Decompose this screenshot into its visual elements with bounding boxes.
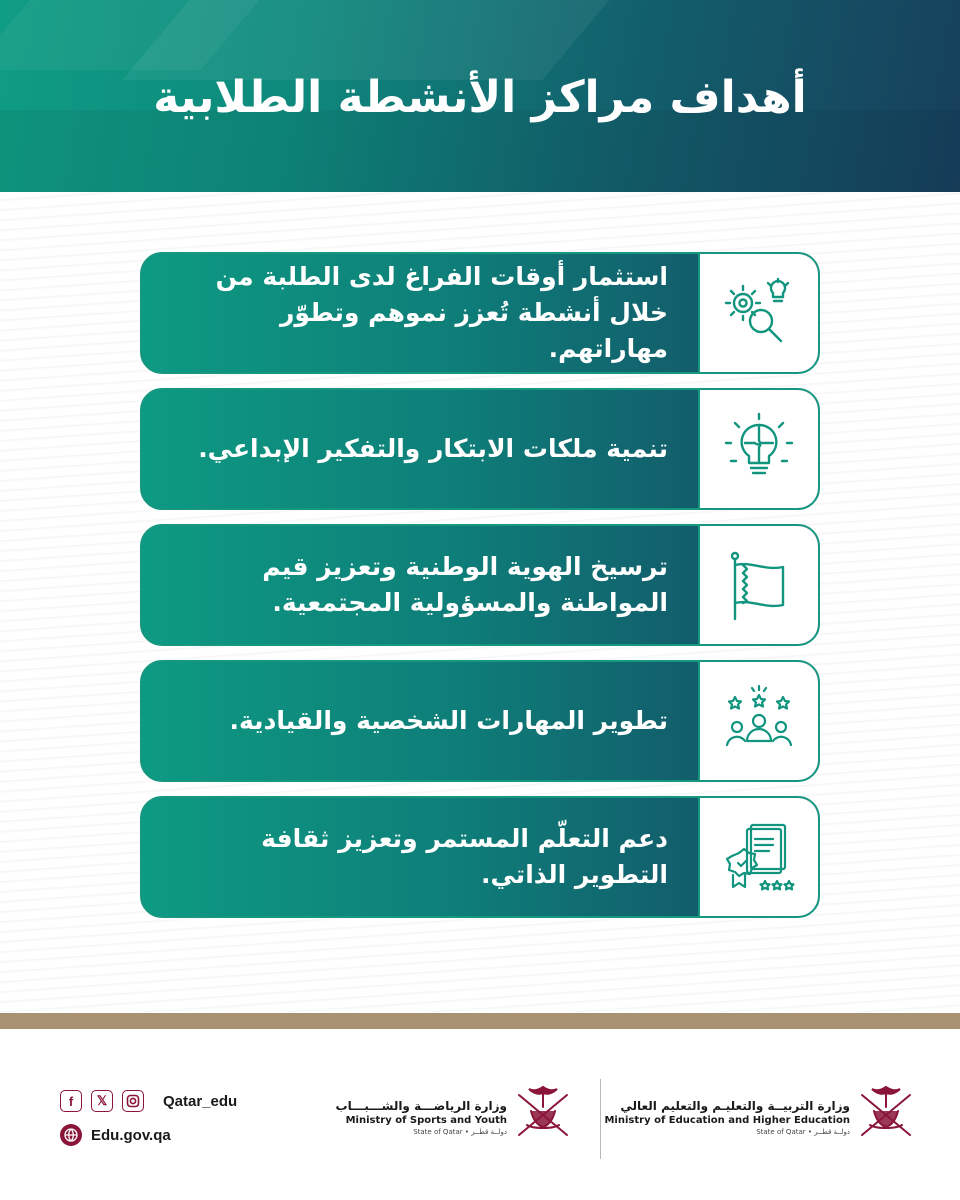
goal-card [140, 524, 820, 646]
goal-text: دعم التعلّم المستمر وتعزيز ثقافة التطوير الذاتي. [261, 824, 668, 889]
globe-icon [60, 1124, 82, 1146]
goal-text: تنمية ملكات الابتكار والتفكير الإبداعي. [198, 434, 668, 463]
banner-decoration [122, 0, 618, 80]
certificate-award-icon [721, 819, 797, 895]
ministry-name-english: Ministry of Education and Higher Education [604, 1115, 850, 1126]
gears-idea-magnifier-icon [721, 275, 797, 351]
goal-card [140, 660, 820, 782]
social-links [60, 1089, 237, 1147]
ministry-name-arabic: وزارة التربيــة والتعليـم والتعليم العالي [620, 1099, 850, 1113]
goal-text: ترسيخ الهوية الوطنية وتعزيز قيم المواطنة والمسؤولية المجتمعية. [262, 552, 668, 617]
goal-text: تطوير المهارات الشخصية والقيادية. [229, 706, 668, 735]
state-label: State of Qatar • دولــة قطــر [756, 1128, 850, 1136]
goal-card [140, 796, 820, 918]
page-title: أهداف مراكز الأنشطة الطلابية [153, 72, 807, 123]
instagram-icon[interactable] [122, 1090, 144, 1112]
website-link[interactable]: Edu.gov.qa [91, 1126, 171, 1144]
qatar-emblem-icon [856, 1081, 916, 1141]
lightbulb-puzzle-icon [721, 411, 797, 487]
footer [0, 1029, 960, 1200]
state-label: State of Qatar • دولــة قطــر [413, 1128, 507, 1136]
ministry-name-english: Ministry of Sports and Youth [345, 1115, 507, 1126]
goal-card [140, 388, 820, 510]
social-handle[interactable]: Qatar_edu [163, 1092, 238, 1110]
goal-card [140, 252, 820, 374]
facebook-icon[interactable]: f [60, 1090, 82, 1112]
footer-divider [600, 1079, 601, 1159]
goals-list [140, 252, 820, 932]
ministry-name-arabic: وزارة الرياضـــة والشـــبـــاب [335, 1099, 507, 1113]
qatar-flag-icon [721, 547, 797, 623]
goal-text: استثمار أوقات الفراغ لدى الطلبة من خلال أنشطة تُعزز نموهم وتطوّر مهاراتهم. [215, 262, 668, 363]
header-banner [0, 0, 960, 192]
team-stars-icon [721, 683, 797, 759]
qatar-emblem-icon [513, 1081, 573, 1141]
gold-strip [0, 1013, 960, 1029]
x-icon[interactable]: 𝕏 [91, 1090, 113, 1112]
